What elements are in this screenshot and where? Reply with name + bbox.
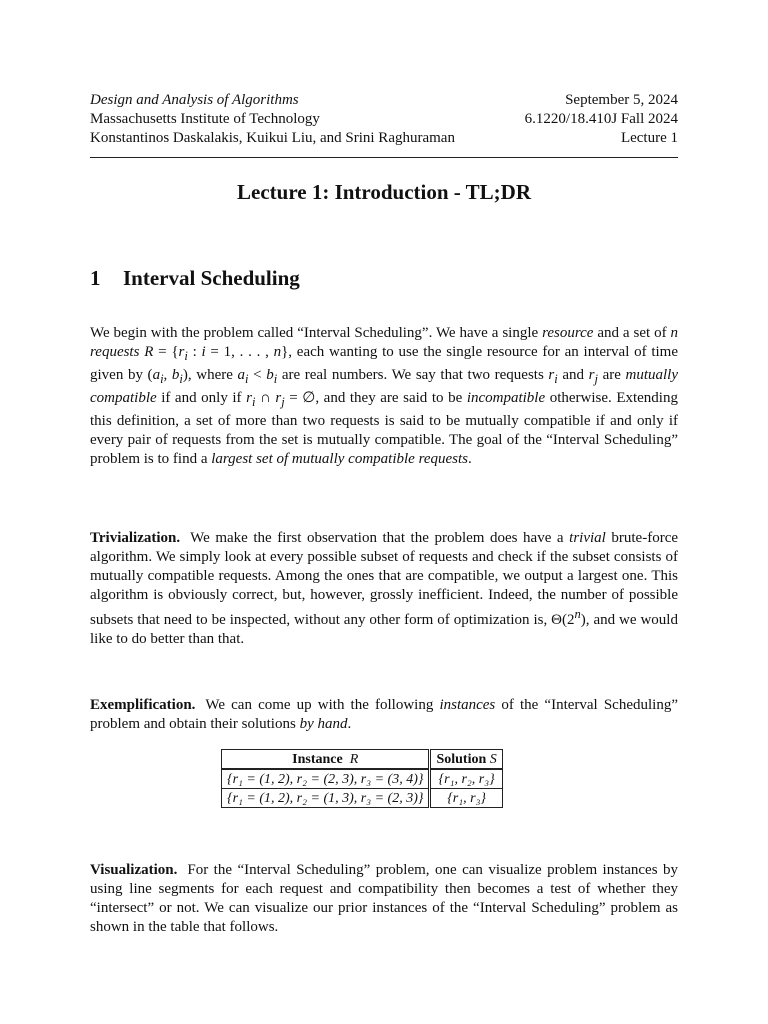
header-row-1 — [90, 90, 678, 110]
header-rule — [90, 157, 678, 158]
table-row — [222, 789, 503, 808]
visualization-heading: Visualization. — [90, 862, 178, 878]
solution-header: Solution S — [430, 750, 502, 770]
instance-header: Instance R — [222, 750, 430, 770]
paragraph-exemplification: Exemplification. We can come up with the following instances of the “Interval Scheduling” problem and obtain their solutions by hand. — [90, 697, 678, 732]
section-title: Interval Scheduling — [123, 266, 300, 290]
course-name: Design and Analysis of Algorithms — [90, 92, 299, 108]
instances-table — [221, 749, 503, 808]
table-header-row — [222, 750, 503, 770]
solution-cell: {r₁, r₂, r₃} — [430, 769, 502, 789]
table-row — [222, 769, 503, 789]
section-number: 1 — [90, 266, 101, 290]
solution-cell: {r₁, r₃} — [430, 789, 502, 808]
trivialization-heading: Trivialization. — [90, 530, 181, 546]
institution: Massachusetts Institute of Technology — [90, 111, 320, 127]
page-title: Lecture 1: Introduction - TL;DR — [237, 180, 531, 204]
exemplification-heading: Exemplification. — [90, 697, 196, 713]
authors: Konstantinos Daskalakis, Kuikui Liu, and Srini Raghuraman — [90, 130, 455, 146]
paragraph-visualization: Visualization. For the “Interval Scheduling” problem, one can visualize problem instances by using line segments for each request and compatibility then becomes a test of whether they “intersect” or not. We can visualize our prior instances of the “Interval Scheduling” problem as shown in the table that follows. — [90, 862, 678, 935]
instance-cell: {r₁ = (1, 2), r₂ = (2, 3), r₃ = (3, 4)} — [222, 769, 430, 789]
section-heading — [90, 264, 300, 292]
course-number: 6.1220/18.410J Fall 2024 — [524, 111, 678, 127]
header-row-2 — [90, 109, 678, 129]
header-row-3 — [90, 128, 678, 148]
instance-cell: {r₁ = (1, 2), r₂ = (1, 3), r₃ = (2, 3)} — [222, 789, 430, 808]
paragraph-intro: We begin with the problem called “Interval Scheduling”. We have a single resource and a set of n requests $R = \{r_i$ : i = 1, . . . , n}, each wanting to use the single resource for an interval of time given by ($a_i$, $b_i$), where $a_i < b_i$ are real numbers. We say that two requests $r_i$ and $r_j$ are mutually compatible if and only if $r_i$ ∩ $r_j$ = ∅, and they are said to be incompatible otherwise. Extending this definition, a set of more than two requests is said to be mutually compatible if and only if every pair of requests from the set is mutually compatible. The goal of the “Interval Scheduling” problem is to find a largest set of mutually compatible requests. — [90, 325, 679, 467]
lecture-date: September 5, 2024 — [565, 92, 678, 108]
paragraph-trivialization: Trivialization. We make the first observation that the problem does have a trivial brute-force algorithm. We simply look at every possible subset of requests and check if the subset consists of mutually compatible requests. Among the ones that are compatible, we output a largest one. This algorithm is obviously correct, but, however, grossly inefficient. Indeed, the number of possible subsets that need to be inspected, without any other form of optimization is, Θ(2$^n$), and we would like to do better than that. — [90, 530, 679, 647]
lecture-number: Lecture 1 — [620, 130, 678, 146]
